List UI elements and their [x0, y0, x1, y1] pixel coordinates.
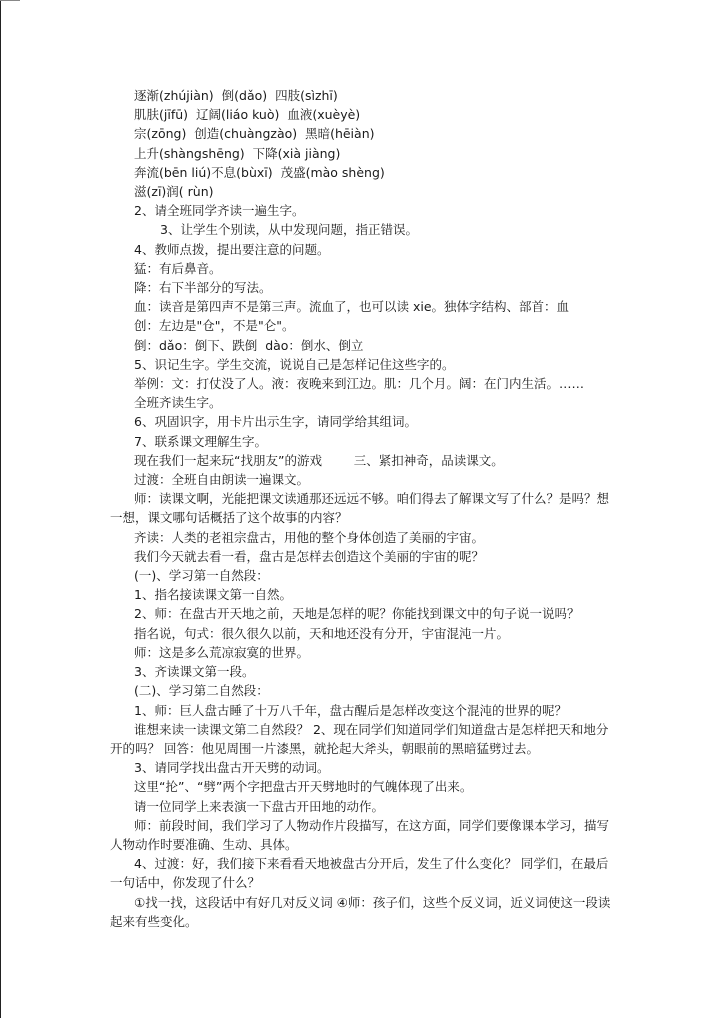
- text-line: 奔流(bēn liú)不息(bùxī) 茂盛(mào shèng): [134, 164, 385, 180]
- text-line: 现在我们一起来玩“找朋友”的游戏 三、紧扣神奇，品读课文。: [134, 452, 504, 468]
- text-line: 逐渐(zhújiàn) 倒(dǎo) 四肢(sìzhī): [134, 88, 338, 103]
- paragraph: 1、指名接读课文第一自然。: [134, 587, 292, 603]
- paragraph: ①找一找，这段话中有好几对反义词 ④师：孩子们，这些个反义词，近义词使这一段读起来有些变化。: [110, 894, 611, 929]
- text-line: 上升(shàngshēng) 下降(xià jiàng): [134, 145, 341, 161]
- paragraph: 师：前段时间，我们学习了人物动作片段描写，在这方面，同学们要像课本学习，描写人物动作时要准确、生动、具体。: [110, 817, 610, 852]
- text-line: 举例：文：打仗没了人。液：夜晚来到江边。肌：几个月。阔：在门内生活。……: [134, 376, 585, 392]
- text-line: 创：左边是"仓"，不是"仑"。: [134, 318, 295, 334]
- text-line: 猛：有后鼻音。: [134, 260, 222, 276]
- text-line: 宗(zōng) 创造(chuàngzào) 黑暗(hēiàn): [134, 126, 375, 142]
- paragraph: 3、齐读课文第一段。: [134, 664, 255, 680]
- text-line: 过渡：全班自由朗读一遍课文。: [134, 472, 310, 488]
- text-line: 全班齐读生字。: [134, 395, 222, 411]
- text-line: 倒：dǎo：倒下、跌倒 dào：倒水、倒立: [134, 337, 364, 353]
- text-line: 6、巩固识字，用卡片出示生字，请同学给其组词。: [134, 414, 417, 430]
- paragraph: 请一位同学上来表演一下盘古开田地的动作。: [134, 798, 385, 814]
- paragraph: 谁想来读一读课文第二自然段？ 2、现在同学们知道同学们知道盘古是怎样把天和地分开的吗？ 回答：他见周围一片漆黑，就抡起大斧头，朝眼前的黑暗猛劈过去。: [110, 721, 609, 756]
- page-corner-mark: [0, 0, 20, 1]
- paragraph: 1、师：巨人盘古睡了十万八千年，盘古醒后是怎样改变这个混沌的世界的呢？: [134, 702, 567, 718]
- document-body: [110, 86, 620, 931]
- text-line: 2、请全班同学齐读一遍生字。: [134, 203, 305, 219]
- paragraph: 我们今天就去看一看，盘古是怎样去创造这个美丽的宇宙的呢？: [134, 548, 485, 564]
- text-line: 降：右下半部分的写法。: [134, 280, 272, 296]
- paragraph: 4、过渡：好，我们接下来看看天地被盘古分开后，发生了什么变化？ 同学们，在最后一句话中，你发现了什么？: [110, 856, 609, 891]
- paragraph: 师：这是多么荒凉寂寞的世界。: [134, 644, 310, 660]
- text-line: 4、教师点拨，提出要注意的问题。: [134, 241, 330, 257]
- text-line: 肌肤(jīfū) 辽阔(liáo kuò) 血液(xuèyè): [134, 107, 361, 123]
- text-line: 5、识记生字。学生交流，说说自己是怎样记住这些字的。: [134, 356, 455, 372]
- paragraph: 师：读课文啊，光能把课文读通那还远远不够。咱们得去了解课文写了什么？是吗？想一想，课文哪句话概括了这个故事的内容？: [110, 491, 610, 526]
- paragraph: (一)、学习第一自然段：: [134, 568, 269, 584]
- paragraph: 这里“抡”、“劈”两个字把盘古开天劈地时的气魄体现了出来。: [134, 779, 473, 795]
- text-line: 3、让学生个别读，从中发现问题，指正错误。: [160, 222, 418, 238]
- text-line: 血：读音是第四声不是第三声。流血了，也可以读 xie。独体字结构、部首：血: [134, 299, 570, 315]
- page-left-border: [0, 0, 1, 1018]
- paragraph: 指名说，句式：很久很久以前，天和地还没有分开，宇宙混沌一片。: [134, 625, 510, 641]
- paragraph: 齐读：人类的老祖宗盘古，用他的整个身体创造了美丽的宇宙。: [134, 529, 485, 545]
- paragraph: (二)、学习第二自然段：: [134, 683, 269, 699]
- paragraph: 2、师：在盘古开天地之前，天地是怎样的呢？你能找到课文中的句子说一说吗？: [134, 606, 580, 622]
- paragraph: 3、请同学找出盘古开天劈的动词。: [134, 760, 330, 776]
- text-line: 7、联系课文理解生字。: [134, 433, 267, 449]
- text-line: 滋(zī)润( rùn): [134, 184, 214, 200]
